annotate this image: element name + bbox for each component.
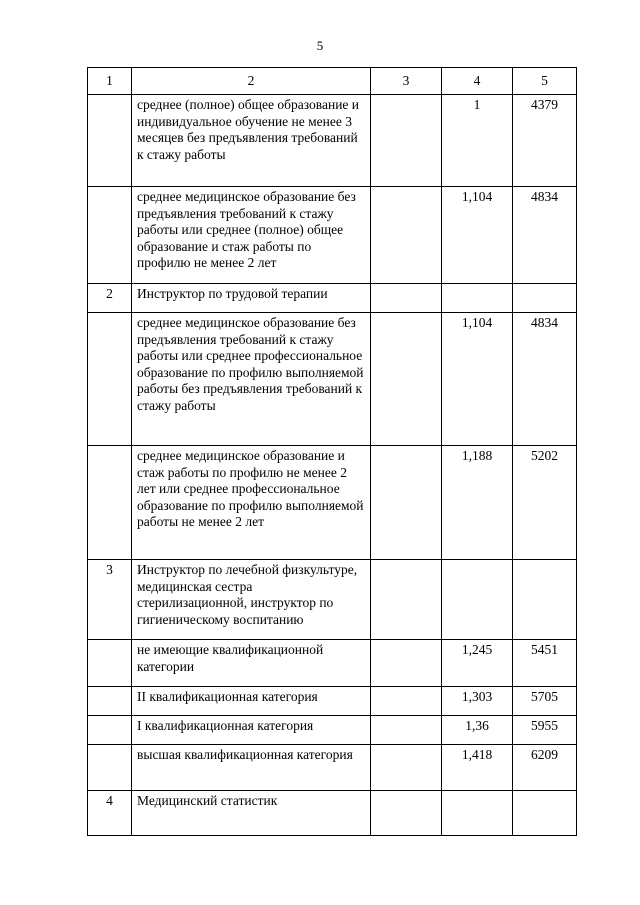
row-col3 [371,640,442,687]
table-row [88,446,577,560]
row-number [88,687,132,716]
table-row [88,284,577,313]
row-description: среднее медицинское образование без предъявления требований к стажу работы или среднее профессиональное образование по профилю выполняемой работы без предъявления требований к стажу работы [132,313,371,446]
row-salary: 4834 [513,313,577,446]
table-row [88,313,577,446]
table-header-row [88,68,577,95]
row-number [88,640,132,687]
row-description: Инструктор по трудовой терапии [132,284,371,313]
table-row [88,791,577,836]
row-number: 3 [88,560,132,640]
row-salary [513,560,577,640]
row-number: 2 [88,284,132,313]
salary-table [87,67,577,836]
row-description: Инструктор по лечебной физкультуре, медицинская сестра стерилизационной, инструктор по гигиеническому воспитанию [132,560,371,640]
header-cell: 4 [442,68,513,95]
row-number [88,716,132,745]
row-description: Медицинский статистик [132,791,371,836]
row-col3 [371,716,442,745]
header-cell: 5 [513,68,577,95]
row-salary: 5955 [513,716,577,745]
row-salary: 5451 [513,640,577,687]
row-coefficient [442,560,513,640]
table-row [88,95,577,187]
row-coefficient: 1,245 [442,640,513,687]
row-description: I квалификационная категория [132,716,371,745]
row-col3 [371,284,442,313]
row-coefficient: 1,303 [442,687,513,716]
table-row [88,716,577,745]
row-number [88,187,132,284]
row-col3 [371,446,442,560]
row-description: среднее (полное) общее образование и индивидуальное обучение не менее 3 месяцев без предъявления требований к стажу работы [132,95,371,187]
row-description: II квалификационная категория [132,687,371,716]
row-col3 [371,791,442,836]
row-col3 [371,745,442,791]
row-coefficient: 1,188 [442,446,513,560]
row-salary: 5202 [513,446,577,560]
row-salary: 4834 [513,187,577,284]
row-number: 4 [88,791,132,836]
table-row [88,687,577,716]
table-row [88,560,577,640]
row-col3 [371,560,442,640]
row-description: высшая квалификационная категория [132,745,371,791]
row-description: не имеющие квалификационной категории [132,640,371,687]
row-col3 [371,313,442,446]
page-number: 5 [316,38,324,53]
row-salary: 6209 [513,745,577,791]
row-col3 [371,95,442,187]
row-number [88,446,132,560]
row-coefficient [442,791,513,836]
row-coefficient: 1,36 [442,716,513,745]
row-coefficient: 1 [442,95,513,187]
row-coefficient [442,284,513,313]
table-row [88,187,577,284]
table-row [88,640,577,687]
row-salary: 5705 [513,687,577,716]
row-description: среднее медицинское образование и стаж работы по профилю не менее 2 лет или среднее профессиональное образование по профилю выполняемой работы не менее 2 лет [132,446,371,560]
table-row [88,745,577,791]
row-coefficient: 1,104 [442,313,513,446]
row-coefficient: 1,104 [442,187,513,284]
row-number [88,745,132,791]
row-salary [513,284,577,313]
row-col3 [371,187,442,284]
row-salary: 4379 [513,95,577,187]
header-cell: 3 [371,68,442,95]
row-salary [513,791,577,836]
row-number [88,313,132,446]
row-coefficient: 1,418 [442,745,513,791]
row-description: среднее медицинское образование без предъявления требований к стажу работы или среднее (полное) общее образование и стаж работы по профилю не менее 2 лет [132,187,371,284]
row-number [88,95,132,187]
row-col3 [371,687,442,716]
header-cell: 2 [132,68,371,95]
header-cell: 1 [88,68,132,95]
